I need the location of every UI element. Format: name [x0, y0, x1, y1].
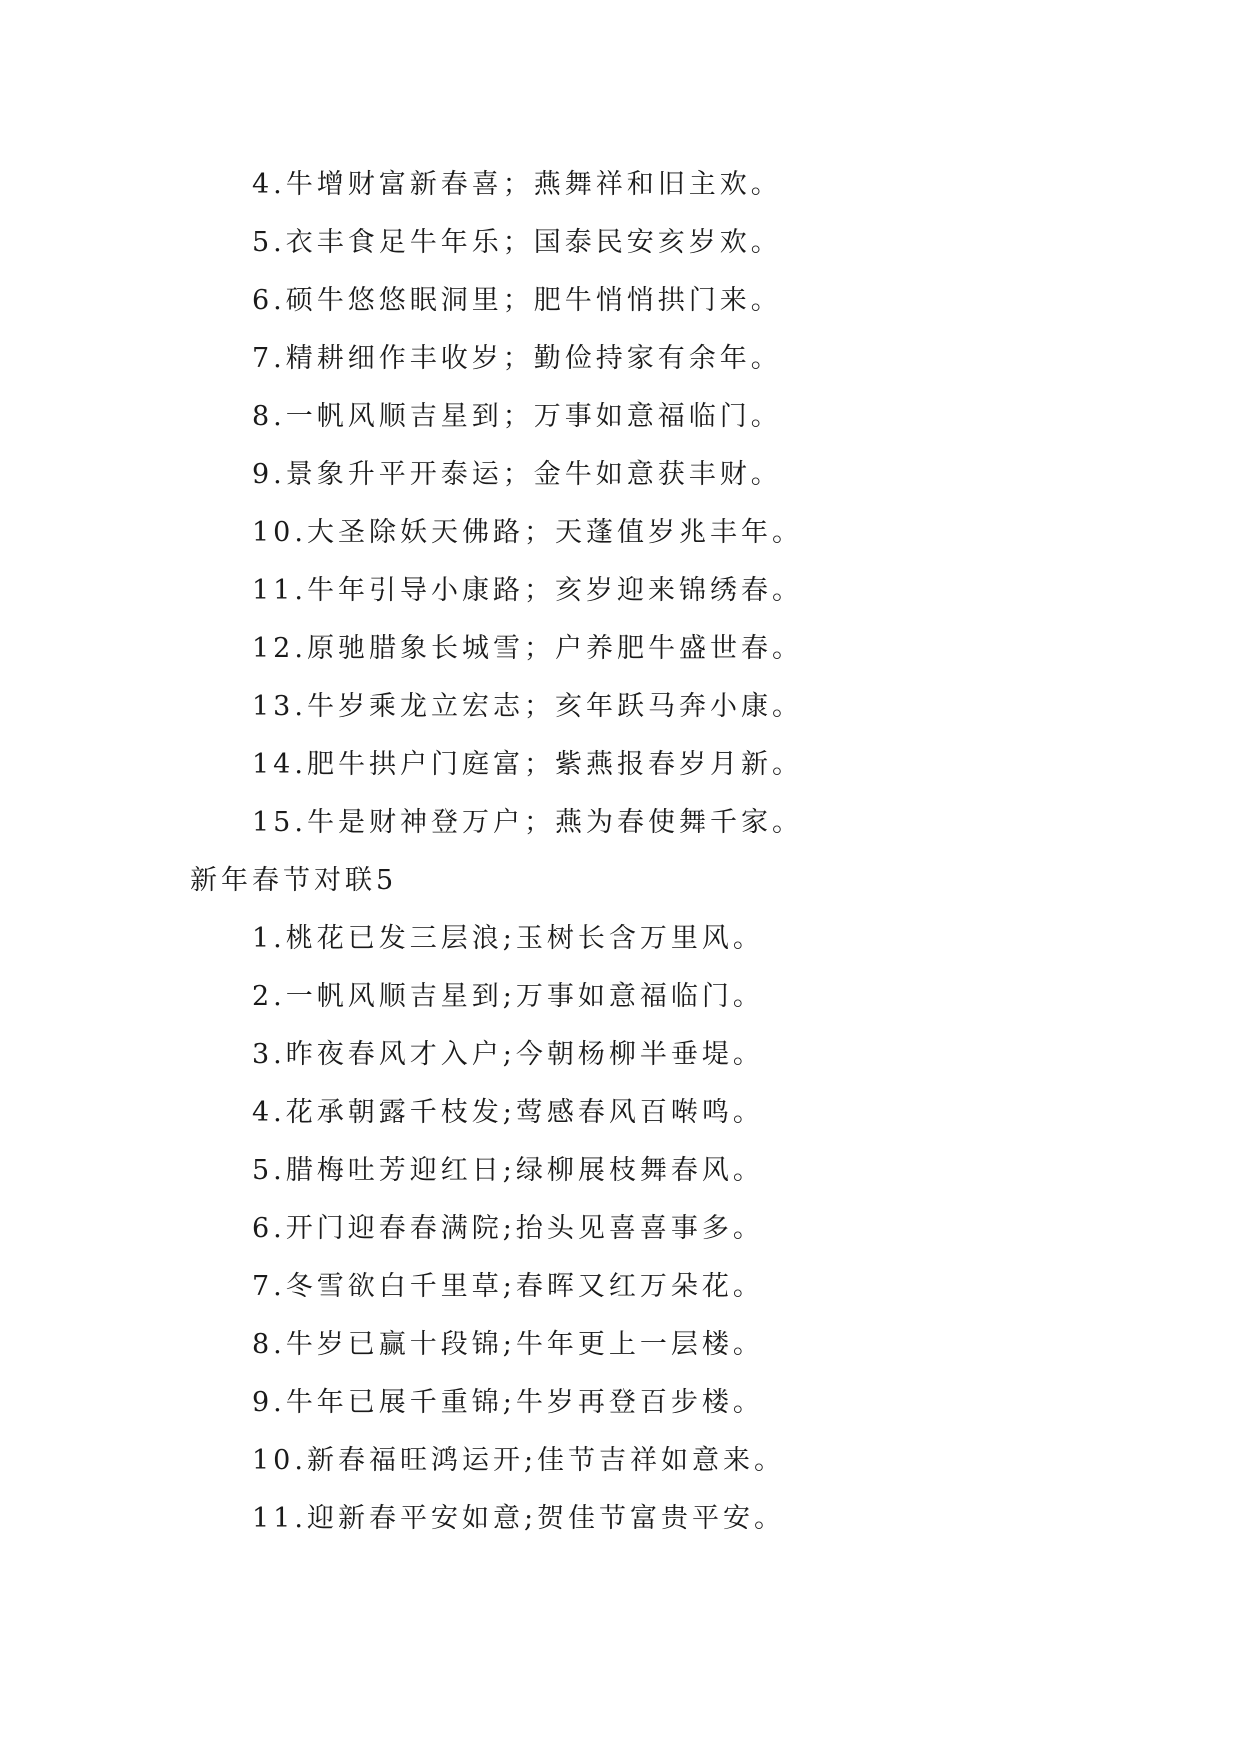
couplet-line: 5.衣丰食足牛年乐；国泰民安亥岁欢。: [252, 227, 782, 258]
couplet-line: 7.精耕细作丰收岁；勤俭持家有余年。: [252, 343, 782, 374]
couplet-line: 9.牛年已展千重锦;牛岁再登百步楼。: [252, 1387, 764, 1418]
couplet-line: 8.一帆风顺吉星到；万事如意福临门。: [252, 401, 782, 432]
couplet-line: 11.迎新春平安如意;贺佳节富贵平安。: [252, 1503, 786, 1534]
couplet-line: 6.硕牛悠悠眠洞里；肥牛悄悄拱门来。: [252, 285, 782, 316]
couplet-line: 9.景象升平开泰运；金牛如意获丰财。: [252, 459, 782, 490]
couplet-line: 3.昨夜春风才入户;今朝杨柳半垂堤。: [252, 1039, 764, 1070]
section-heading: 新年春节对联5: [190, 865, 398, 896]
couplet-line: 15.牛是财神登万户；燕为春使舞千家。: [252, 807, 803, 838]
couplet-line: 10.大圣除妖天佛路；天蓬值岁兆丰年。: [252, 517, 803, 548]
couplet-line: 4.牛增财富新春喜；燕舞祥和旧主欢。: [252, 169, 782, 200]
couplet-line: 6.开门迎春春满院;抬头见喜喜事多。: [252, 1213, 764, 1244]
couplet-line: 13.牛岁乘龙立宏志；亥年跃马奔小康。: [252, 691, 803, 722]
couplet-line: 11.牛年引导小康路；亥岁迎来锦绣春。: [252, 575, 803, 606]
couplet-line: 4.花承朝露千枝发;莺感春风百啭鸣。: [252, 1097, 764, 1128]
couplet-line: 12.原驰腊象长城雪；户养肥牛盛世春。: [252, 633, 803, 664]
couplet-line: 7.冬雪欲白千里草;春晖又红万朵花。: [252, 1271, 764, 1302]
couplet-line: 10.新春福旺鸿运开;佳节吉祥如意来。: [252, 1445, 786, 1476]
couplet-line: 8.牛岁已赢十段锦;牛年更上一层楼。: [252, 1329, 764, 1360]
couplet-line: 14.肥牛拱户门庭富；紫燕报春岁月新。: [252, 749, 803, 780]
couplet-line: 2.一帆风顺吉星到;万事如意福临门。: [252, 981, 764, 1012]
couplet-line: 5.腊梅吐芳迎红日;绿柳展枝舞春风。: [252, 1155, 764, 1186]
couplet-line: 1.桃花已发三层浪;玉树长含万里风。: [252, 923, 764, 954]
